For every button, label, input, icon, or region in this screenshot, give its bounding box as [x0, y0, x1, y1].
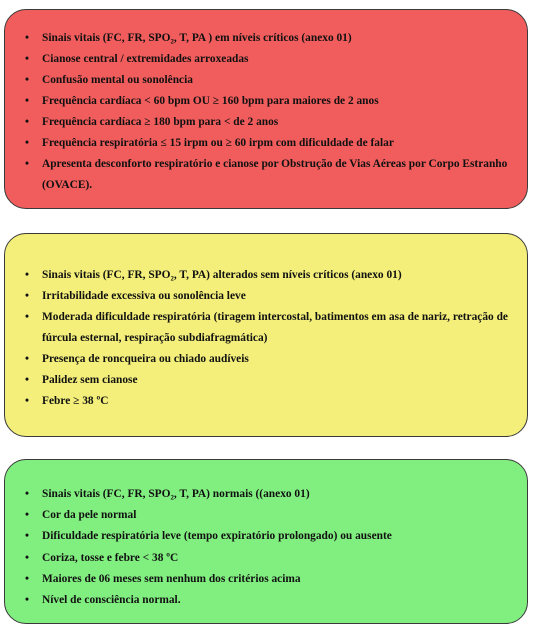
list-item: • Maiores de 06 meses sem nenhum dos critérios acima	[25, 569, 509, 590]
bullet-icon: •	[25, 158, 29, 170]
bullet-icon: •	[25, 594, 29, 607]
list-item: • Moderada dificuldade respiratória (tiragem intercostal, batimentos em asa de nariz, retração de fúrcula esternal, respiração subdiafragmática)	[25, 307, 509, 349]
list-item: • Confusão mental ou sonolência	[25, 70, 509, 91]
triage-box-yellow	[4, 233, 528, 437]
bullet-icon: •	[25, 488, 29, 500]
bullet-icon: •	[25, 269, 29, 281]
list-item: • Irritabilidade excessiva ou sonolência leve	[25, 286, 509, 307]
list-item: • Palidez sem cianose	[25, 370, 509, 391]
list-item: • Coriza, tosse e febre < 38 ºC	[25, 548, 509, 569]
bullet-icon: •	[25, 509, 29, 522]
bullet-icon: •	[25, 74, 29, 86]
list-item: • Frequência cardíaca < 60 bpm OU ≥ 160 bpm para maiores de 2 anos	[25, 91, 509, 112]
bullet-icon: •	[25, 290, 29, 302]
list-item: • Sinais vitais (FC, FR, SPO₂, T, PA ) em níveis críticos (anexo 01)	[25, 28, 509, 49]
list-item: • Cianose central / extremidades arroxeadas	[25, 49, 509, 70]
list-item: • Cor da pele normal	[25, 505, 509, 526]
list-item: • Dificuldade respiratória leve (tempo expiratório prolongado) ou ausente	[25, 526, 509, 547]
bullet-icon: •	[25, 137, 29, 149]
criteria-list-yellow	[25, 265, 509, 412]
list-item: • Presença de roncqueira ou chiado audíveis	[25, 349, 509, 370]
triage-box-green	[4, 459, 528, 624]
bullet-icon: •	[25, 353, 29, 365]
list-item: • Frequência respiratória ≤ 15 irpm ou ≥ 60 irpm com dificuldade de falar	[25, 133, 509, 154]
triage-box-red	[4, 9, 528, 209]
list-item: • Apresenta desconforto respiratório e cianose por Obstrução de Vias Aéreas por Corpo Estranho (OVACE).	[25, 154, 509, 196]
criteria-list-green	[25, 484, 509, 611]
bullet-icon: •	[25, 95, 29, 107]
list-item: • Frequência cardíaca ≥ 180 bpm para < de 2 anos	[25, 112, 509, 133]
bullet-icon: •	[25, 374, 29, 386]
bullet-icon: •	[25, 116, 29, 128]
bullet-icon: •	[25, 311, 29, 323]
bullet-icon: •	[25, 530, 29, 543]
bullet-icon: •	[25, 551, 29, 564]
list-item: • Nível de consciência normal.	[25, 590, 509, 611]
criteria-list-red	[25, 28, 509, 196]
bullet-icon: •	[25, 395, 29, 407]
bullet-icon: •	[25, 32, 29, 44]
bullet-icon: •	[25, 572, 29, 585]
bullet-icon: •	[25, 53, 29, 65]
list-item: • Sinais vitais (FC, FR, SPO₂, T, PA) normais ((anexo 01)	[25, 484, 509, 505]
list-item: • Sinais vitais (FC, FR, SPO₂, T, PA) alterados sem níveis críticos (anexo 01)	[25, 265, 509, 286]
list-item: • Febre ≥ 38 ºC	[25, 391, 509, 412]
